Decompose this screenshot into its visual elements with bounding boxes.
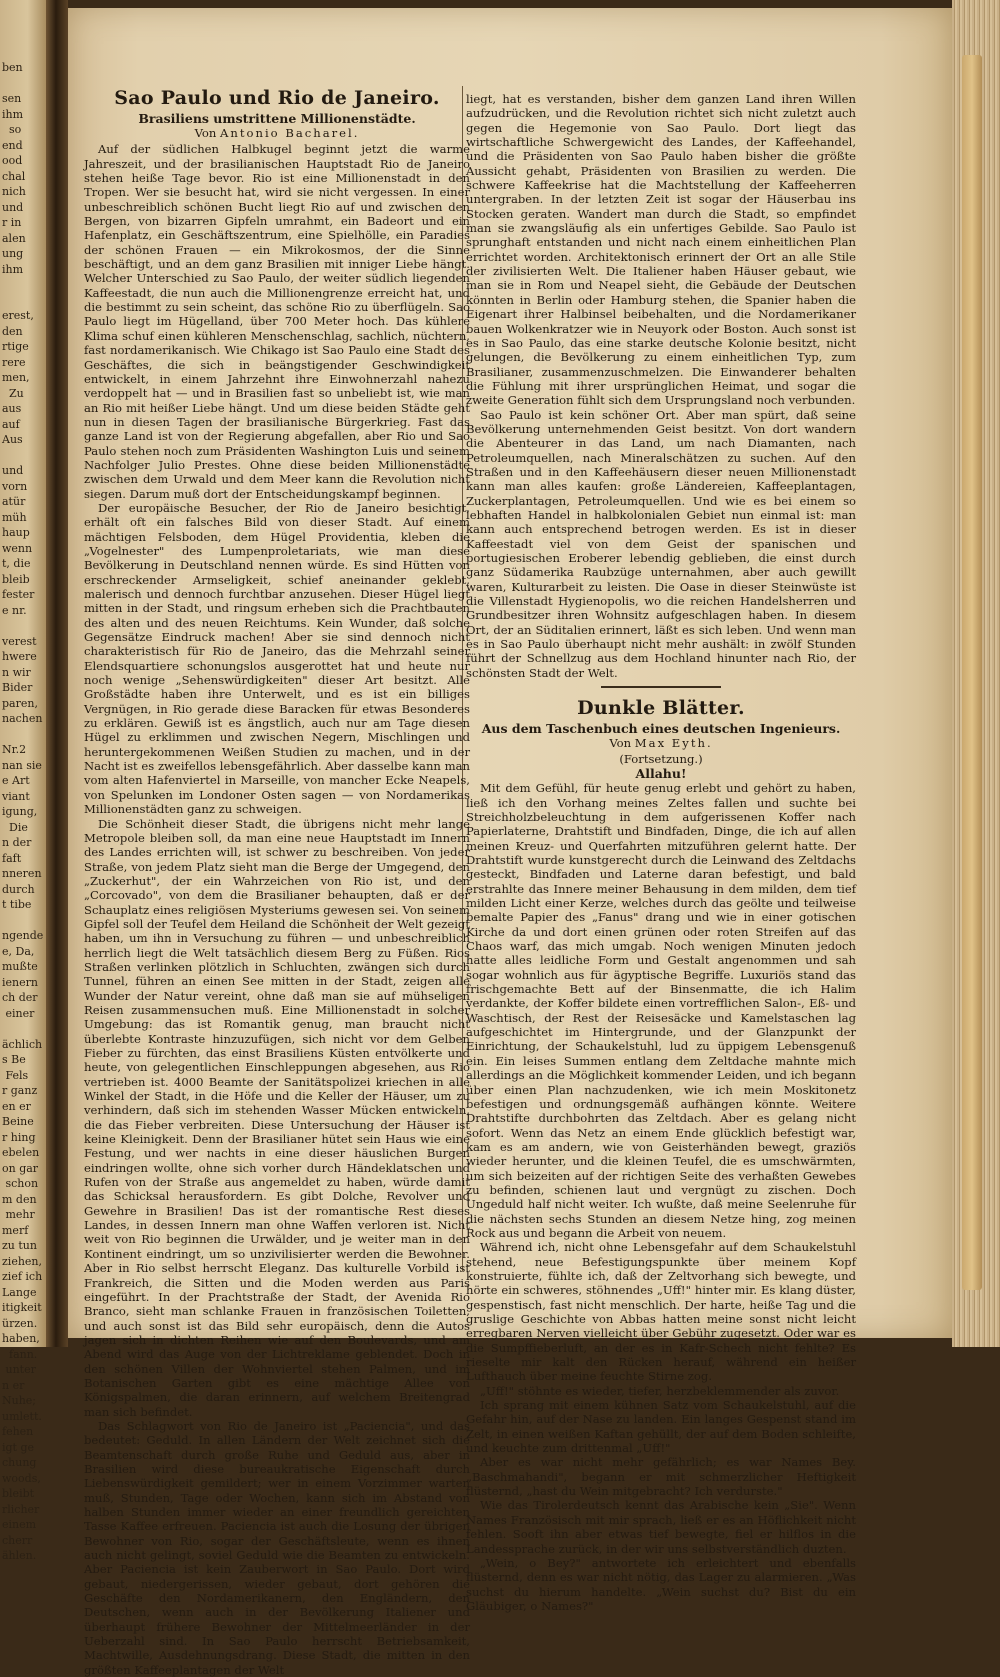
facing-page-fragment [0,0,46,1562]
book-gutter [46,0,68,1347]
article2-paragraph: Mit dem Gefühl, für heute genug erlebt und gehört zu haben, ließ ich den Vorhang meines Zeltes fallen und suchte bei Streichholzbeleuchtung in dem aufgerissenen Koffer nach Papierlaterne, Drahtstift und Bindfaden, Dinge, die ich auf allen meinen Kreuz- und Querfahrten mitzuführen gelernt hatte. Der Drahtstift wurde kunstgerecht durch die Leinwand des Zeltdachs gesteckt, Bindfaden und Laterne daran befestigt, und bald erstrahlte das Innere meiner Behausung in dem milden, dem tief milden Licht einer Kerze, welches durch das geölte und teilweise bemalte Papier des „Fanus" drang und wie in einer gotischen Kirche da und dort einen grünen oder roten Streifen auf das Chaos warf, das mich umgab. Noch wenigen Minuten jedoch hatte alles leidliche Form und Gestalt angenommen und sah sogar wohnlich aus für ägyptische Begriffe. Luxuriös stand das frischgemachte Bett auf der Binsenmatte, die ich Halim verdankte, der Koffer bildete einen vortrefflichen Salon-, Eß- und Waschtisch, der Rest der Reisesäcke und Kamelstaschen lag aufgeschichtet im Hintergrunde, und der Glanzpunkt der Einrichtung, der Schaukelstuhl, lud zu üppigem Lebensgenuß ein. Ein leises Summen entlang dem Zeltdache mahnte mich allerdings an die Möglichkeit kommender Leiden, und ich begann über einen Plan nachzudenken, wie ich mein Moskitonetz befestigen und ordnungsgemäß aufhängen könnte. Weitere Drahtstifte durchbohrten das Zeltdach. Aber es gelang nicht sofort. Wenn das Netz an einem Ende glücklich befestigt war, kam es am andern, wie von Geisterhänden bewegt, graziös wieder herunter, und die kleinen Teufel, die es umschwärmten, um sich beizeiten auf der richtigen Seite des verhaßten Gewebes zu befinden, schienen laut und vergnügt zu zischen. Doch Ungeduld half nicht weiter. Ich wußte, daß meine Seelenruhe für die nächsten sechs Stunden an diesem Netze hing, zog meinen Rock aus und begann die Arbeit von neuem. [466,781,856,1240]
article1-continuation: Sao Paulo ist kein schöner Ort. Aber man spürt, daß seine Bevölkerung unternehmenden Geist besitzt. Von dort wandern die Abenteurer in das Land, um nach Diamanten, nach Petroleumquellen, nach Mineralschätzen zu suchen. Auf den Straßen und in den Kaffeehäusern dieser neuen Millionenstadt kann man alles kaufen: große Ländereien, Kaffeeplantagen, Zuckerplantagen, Petroleumquellen. Und wie es bei einem so lebhaften Handel in halbkolonialen Gebiet nun einmal ist: man kann auch entsprechend betrogen werden. Es ist in dieser Kaffeestadt viel von dem Geist der spanischen und portugiesischen Eroberer lebendig geblieben, die einst durch ganz Südamerika Raubzüge unternahmen, aber auch gewillt waren, Kulturarbeit zu leisten. Die Oase in dieser Steinwüste ist die Villenstadt Hygienopolis, wo die reichen Handelsherren und Grundbesitzer ihren Wohnsitz aufgeschlagen haben. In diesem Ort, der an Süditalien erinnert, läßt es sich leben. Und wenn man es in Sao Paulo überhaupt nicht mehr aushält: in zwölf Stunden führt der Schnellzug aus dem Hochland hinunter nach Rio, der schönsten Stadt der Welt. [466,407,856,680]
byline-prefix: Von [194,126,217,140]
article2-note: (Fortsetzung.) [619,751,703,766]
facing-page-text: ben sen ihm so end ood chal nich und r in alen ung ihm erest, den rtige rere men, Zu aus auf Aus und vorn atür müh haup wenn t, die bleib fester e nr. verest hwere n wir Bider paren, nachen Nr.2 nan sie e Art viant igung, Die n der faft nneren durch t tibe ngende e, Da, mußte ienern ch der einer ächlich s Be Fels r ganz en er Beine r hing ebelen on gar schon m den mehr merf zu tun ziehen, zief ich Lange itigkeit ürzen. haben, fann. unter n er Nuhe; umlett. fehen igt ge chung woods, bleibt rlicher einem cherr ählen. [2,61,44,1562]
binding-tab [962,55,982,1290]
article1-continuation: liegt, hat es verstanden, bisher dem ganzen Land ihren Willen aufzudrücken, und die Revolution richtet sich nicht zuletzt auch gegen die Hegemonie von Sao Paulo. Dort liegt das wirtschaftliche Schwergewicht des Landes, der Kaffeehandel, und die Präsidenten von Sao Paulo haben bisher die größte Aussicht gehabt, Präsidenten von Brasilien zu werden. Die schwere Kaffeekrise hat die Machtstellung der Kaffeeherren untergraben. In der letzten Zeit ist sogar der Häuserbau ins Stocken geraten. Wandert man durch die Stadt, so empfindet man sie zwangsläufig als ein unfertiges Gebilde. Sao Paulo ist sprunghaft entstanden und nicht nach einem einheitlichen Plan errichtet worden. Architektonisch erinnert der Ort an alle Stile der zivilisierten Welt. Die Italiener haben Häuser gebaut, wie man sie in Rom und Neapel sieht, die Gebäude der Deutschen könnten in Berlin oder Hamburg stehen, die Spanier haben die Eigenart ihrer Halbinsel beibehalten, und die Nordamerikaner bauen Wolkenkratzer wie in Neuyork oder Boston. Auch sonst ist es in Sao Paulo, das eine starke deutsche Kolonie besitzt, nicht gelungen, die Bevölkerung zu einem einheitlichen Typ, zum Brasilianer, zusammenzuschmelzen. Die Einwanderer behalten die Fühlung mit ihrer ursprünglichen Heimat, und sogar die zweite Generation fühlt sich dem Ursprungsland noch verbunden. [466,92,856,408]
article2-byline [466,736,856,750]
byline-prefix: Von [609,735,632,750]
article2-paragraph: „Wein, o Bey?" antwortete ich erleichtert und ebenfalls flüsternd, denn es war nicht nötig, das Lager zu alarmieren. „Was suchst du hierum handelte. „Wein suchst du? Bist du ein Gläubiger, o Names?" [466,1555,856,1613]
article-column-right [466,92,856,1613]
article2-paragraph: Wie das Tirolerdeutsch kennt das Arabische kein „Sie". Wenn Names Französisch mit mir sprach, ließ er es an Höflichkeit nicht fehlen. Sooft ihn aber etwas tief bewegte, fiel er hilflos in die Landessprache zurück, in der wir uns selbstverständlich duzten. [466,1498,856,1556]
newspaper-page [68,8,952,1677]
article2-paragraph: Während ich, nicht ohne Lebensgefahr auf dem Schaukelstuhl stehend, neue Befestigungspunkte über meinem Kopf konstruierte, fühlte ich, daß der Zeltvorhang sich bewegte, und hörte ein schweres, stöhnendes „Uff!" hinter mir. Es klang düster, gespenstisch, fast nicht menschlich. Der harte, heiße Tag und die gruslige Geschichte von Abbas hatten meine sonst nicht leicht erregbaren Nerven vielleicht über Gebühr zugesetzt. Oder war es die Sumpffieberluft, an der es in Kafr-Schech nicht fehlte? Es rieselte mir kalt den Rücken herauf, während ein heißer Lufthauch über meine feuchte Stirne zog. [466,1240,856,1384]
article1-paragraph: Auf der südlichen Halbkugel beginnt jetzt die warme Jahreszeit, und der brasilianischen Hauptstadt Rio de Janeiro stehen heiße Tage bevor. Rio ist eine Millionenstadt in den Tropen. Wer sie besucht hat, wird sie nicht vergessen. In einer unbeschreiblich schönen Bucht liegt Rio auf und zwischen den Bergen, von bizarren Gipfeln umrahmt, ein Badeort und ein Hafenplatz, ein Geschäftszentrum, eine Spielhölle, ein Paradies der schönen Frauen — ein Mikrokosmos, der die Sinne beschäftigt, und an dem ganz Brasilien mit inniger Liebe hängt. Welcher Unterschied zu Sao Paulo, der weiter südlich liegenden Kaffeestadt, die nun auch die Millionengrenze erreicht hat, und die bestimmt zu sein scheint, das schöne Rio zu überflügeln. Sao Paulo liegt im Hügelland, über 700 Meter hoch. Das kühlere Klima schuf einen kühleren Menschenschlag, sachlich, nüchtern, fast nordamerikanisch. Wie Chikago ist Sao Paulo eine Stadt des Geschäftes, die sich in beängstigender Geschwindigkeit entwickelt, in einem Jahrzehnt ihre Einwohnerzahl nahezu verdoppelt hat — und in Brasilien fast so unbeliebt ist, wie man an Rio mit heißer Liebe hängt. Und um diese beiden Städte geht nun in diesen Tagen der brasilianische Bürgerkrieg. Fast das ganze Land ist von der Regierung abgefallen, aber Rio und Sao Paulo stehen noch zum Präsidenten Washington Luis und seinem Nachfolger Julio Prestes. Ohne diese beiden Millionenstädte zwischen dem Urwald und dem Meer kann die Revolution nicht siegen. Darum muß dort der Entscheidungskampf beginnen. [84,142,470,501]
article1-paragraph: Das Schlagwort von Rio de Janeiro ist „Paciencia", und das bedeutet: Geduld. In allen Ländern der Welt zeichnet sich die Beamtenschaft durch große Ruhe und Geduld aus, aber in Brasilien wird diese bureaukratische Eigenschaft durch Liebenswürdigkeit gemildert; wer in einem Vorzimmer warten muß, Stunden, Tage oder Wochen, kann sich im Abstand von halben Stunden immer wieder an einer freundlich gereichten Tasse Kaffee erfreuen. Paciencia ist auch die Losung der übrigen Bewohner von Rio, sogar der Geschäftsleute, wenn es ihnen auch nicht gelingt, soviel Geduld wie die Beamten zu entwickeln. Aber Paciencia ist kein Zauberwort in Sao Paulo. Dort wird gebaut, niedergerissen, wieder gebaut, dort gehören die Geschäfte den Nordamerikanern, den Engländern, den Deutschen, wenn auch in der Bevölkerung Italiener und überhaupt frühere Bewohner der Mittelmeerländer in der Ueberzahl sind. In Sao Paulo herrscht Betriebsamkeit, Machtwille, Ausdehnungsdrang. Diese Stadt, die mitten in den größten Kaffeeplantagen der Welt [84,1418,470,1677]
article1-title: Sao Paulo und Rio de Janeiro. [114,87,440,109]
article2-paragraph: Ich sprang mit einem kühnen Satz vom Schaukelstuhl, auf die Gefahr hin, auf der Nase zu landen. Ein langes Gespenst stand im Zelt, in einen weißen Kaftan gehüllt, der auf dem Boden schleifte, und keuchte zum drittenmal „Uff!" [466,1398,856,1456]
article-column-left [84,86,470,1677]
article2-subtitle: Aus dem Taschenbuch eines deutschen Ingenieurs. [481,720,841,736]
article1-author: Antonio Bacharel. [220,126,360,140]
article2-section-title: Allahu! [635,766,687,782]
article1-paragraph: Die Schönheit dieser Stadt, die übrigens nicht mehr lange Metropole bleiben soll, da man eine neue Hauptstadt im Innern des Landes errichten will, ist schwer zu beschreiben. Von jeder Straße, von jedem Platz sieht man die Berge der Umgegend, den „Zuckerhut", der ein Wahrzeichen von Rio ist, und den „Corcovado", von dem die Brasilianer behaupten, daß er der Schauplatz eines religiösen Mysteriums gewesen sei. Von seinem Gipfel soll der Teufel dem Heiland die Schönheit der Welt gezeigt haben, um ihn in Versuchung zu führen — und unbeschreiblich herrlich liegt die Welt tatsächlich diesem Berg zu Füßen. Rios Straßen verlinken plötzlich in Schluchten, zwängen sich durch Tunnel, führen an einen See mitten in der Stadt, zeigen alle Wunder der Natur vereint, ohne daß man sie auf mühseligen Reisen zusammensuchen muß. Eine Millionenstadt in solcher Umgebung: das ist Romantik genug, man braucht nicht überlebte Kontraste hinzuzufügen, sich nicht vor dem Gelben Fieber zu fürchten, das einst Brasiliens Küsten entvölkerte und heute, von gelegentlichen Einschleppungen abgesehen, aus Rio vertrieben ist. 4000 Beamte der Sanitätspolizei kriechen in alle Winkel der Stadt, in die Höfe und die Keller der Häuser, um zu verhindern, daß sich im stehenden Wasser Mücken entwickeln, die das Fieber verbreiten. Diese Untersuchung der Häuser ist keine Kleinigkeit. Denn der Brasilianer hütet sein Haus wie eine Festung, und wer nachts in eine dieser häuslichen Burgen eindringen wollte, ohne sich vorher durch Händeklatschen und Rufen von der Straße aus angemeldet zu haben, würde damit das Schicksal herausfordern. Es gibt Dolche, Revolver und Gewehre in Brasilien! Das ist der romantische Rest dieses Landes, in dessen Innern man ohne Waffen verloren ist. Nicht weit von Rio beginnen die Urwälder, und je weiter man in den Kontinent eindringt, um so unzivilisierter werden die Bewohner. Aber in Rio selbst herrscht Eleganz. Das kulturelle Vorbild ist Frankreich, die Sitten und die Moden werden aus Paris eingeführt. In der Prachtstraße der Stadt, der Avenida Rio Branco, sieht man schlanke Frauen in französischen Toiletten, und auch sonst ist das Bild sehr europäisch, denn die Autos jagen sich in dichten Reihen wie auf den Boulevards, und am Abend wird das Auge von der Lichtreklame geblendet. Doch in den schönen Villen der Wohnviertel stehen Palmen, und im Botanischen Garten gibt es eine mächtige Allee von Königspalmen, die daran erinnern, auf welchem Breitengrad man sich befindet. [84,816,470,1419]
article2-author: Max Eyth. [634,735,713,750]
article1-byline [84,126,470,140]
article2-paragraph: Aber es war nicht mehr gefährlich; es war Names Bey. „Baschmahandi", begann er mit schmerzlicher Heftigkeit flüsternd, „hast du Wein mitgebracht? Ich verdurste." [466,1455,856,1499]
article2-title: Dunkle Blätter. [577,696,745,719]
article1-paragraph: Der europäische Besucher, der Rio de Janeiro besichtigt, erhält oft ein falsches Bild von dieser Stadt. Auf einem mächtigen Felsboden, dem Hügel Providentia, kleben die „Vogelnester" des Lumpenproletariats, wie man diese Bevölkerung in Deutschland nennen würde. Es sind Hütten von erschreckender Armseligkeit, schief aneinander geklebt, malerisch und dennoch furchtbar anzusehen. Dieser Hügel liegt mitten in der Stadt, und ringsum erheben sich die Prachtbauten des alten und des neuen Reichtums. Kein Wunder, daß solche Gegensätze Eindruck machen! Aber sie sind dennoch nicht charakteristisch für Rio de Janeiro, das die Mehrzahl seiner Elendsquartiere schonungslos ausgerottet hat und heute nur noch wenige „Sehenswürdigkeiten" dieser Art besitzt. Alle Großstädte haben ihre Unterwelt, und es ist ein billiges Vergnügen, in Rio gerade diese Baracken für etwas Besonderes zu erklären. Gewiß ist es ängstlich, auch nur am Tage diesen Hügel zu erklimmen und zwischen Negern, Mischlingen und heruntergekommenen Weißen Studien zu machen, und in der Nacht ist es zweifellos lebensgefährlich. Aber dasselbe kann man vom alten Hafenviertel in Marseille, von mancher Ecke Neapels, von Spelunken im Londoner Osten sagen — von Nordamerikas Millionenstädten ganz zu schweigen. [84,500,470,817]
article-separator [601,686,721,688]
article2-paragraph: „Uff!" stöhnte es wieder, tiefer, herzbeklemmender als zuvor. [480,1383,840,1398]
article1-subtitle: Brasiliens umstrittene Millionenstädte. [138,111,416,126]
